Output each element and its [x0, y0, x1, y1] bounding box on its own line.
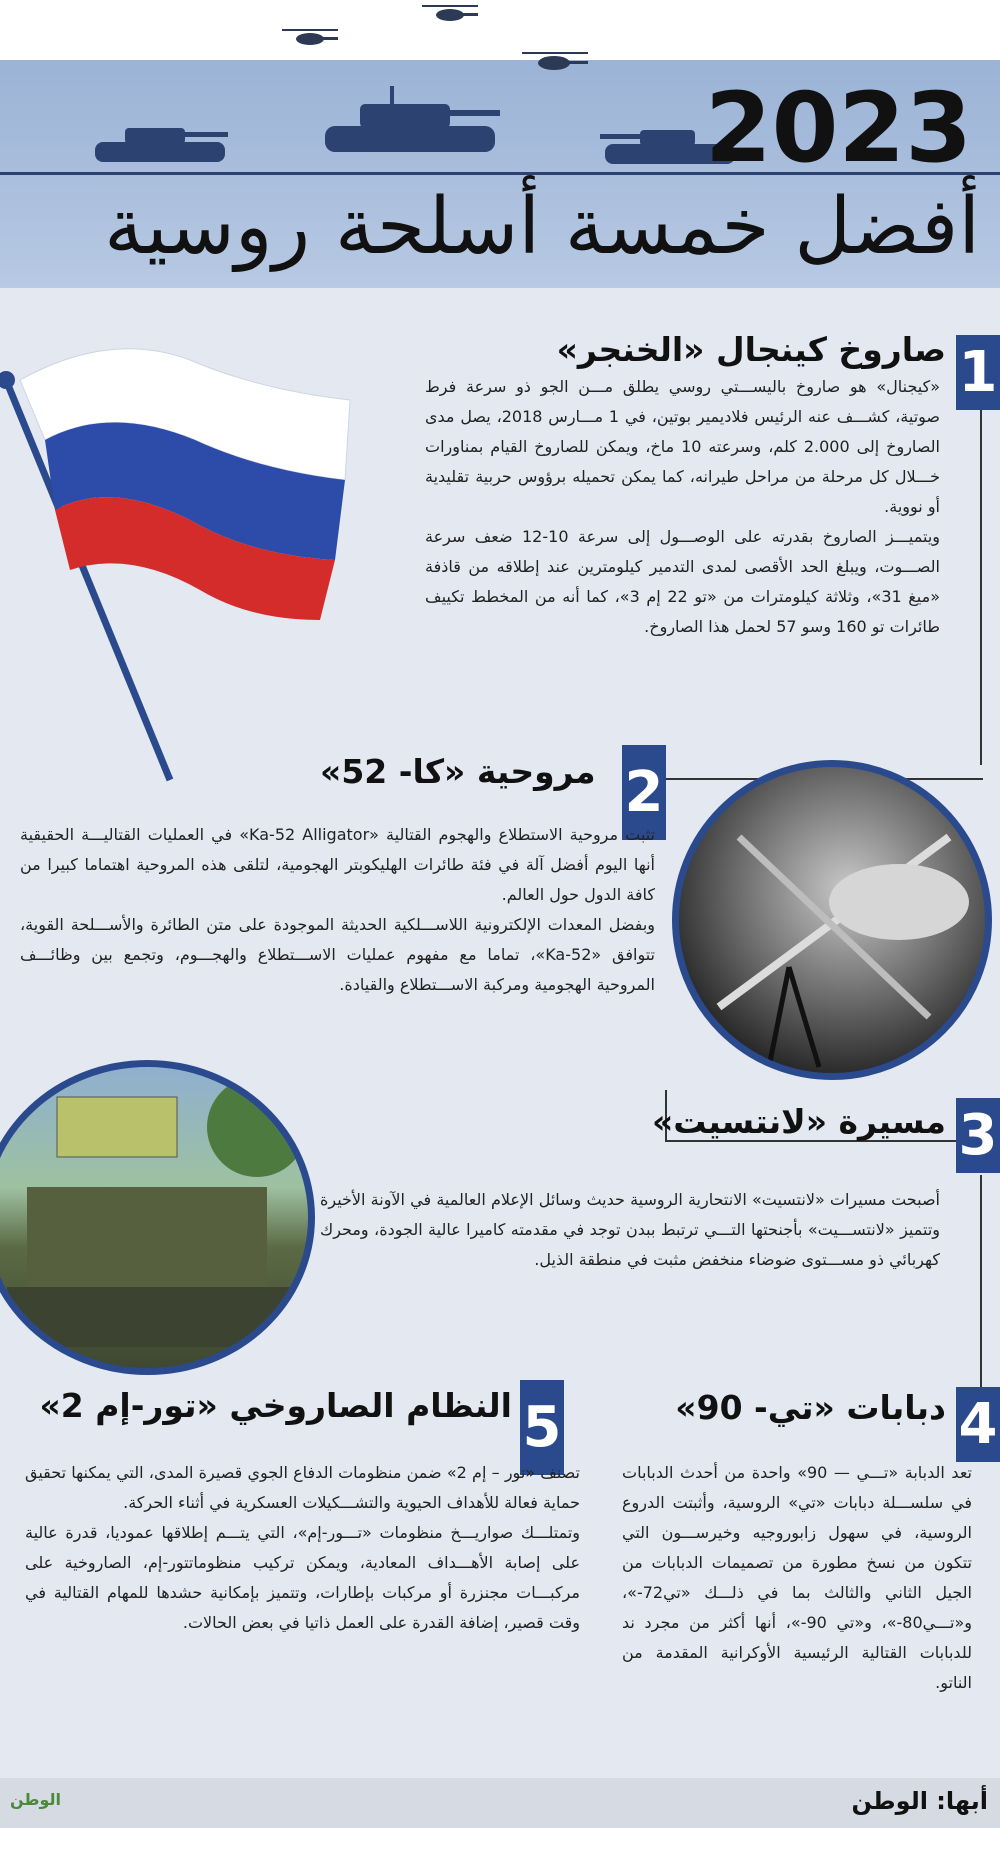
section-5-body	[25, 1458, 580, 1638]
section-5-paragraph: وتمتلـــك صواريـــخ منظومات «تـــور-إم»، التي يتـــم إطلاقها عموديا، قدرة عالية على إصابة الأهـــداف المعادية، ويمكن تركيب منظوماتتور-إم، الصاروخية على مركبـــات مجنزرة أو مركبات بإطارات، وتتميز بإمكانية حشدها للمهام القتالية في وقت قصير، إضافة القدرة على العمل ذاتيا في بعض الحالات.	[25, 1523, 580, 1632]
section-3-paragraph: أصبحت مسيرات «لانتسيت» الانتحارية الروسية حديث وسائل الإعلام العالمية في الآونة الأخيرة وتتميز «لانتســـيت» بأجنحتها التـــي ترتبط ببدن توجد في مقدمته كاميرا عالية الجودة، ومحرك كهربائي ذو مســـتوى ضوضاء منخفض مثبت في منطقة الذيل.	[320, 1190, 940, 1269]
footer-credit: أبها: الوطن	[851, 1787, 988, 1815]
section-1-body	[425, 372, 940, 642]
section-5-paragraph: تصنف «تور – إم 2» ضمن منظومات الدفاع الجوي قصيرة المدى، التي يمكنها تحقيق حماية فعالة للأهداف الحيوية والتشـــكيلات العسكرية في أثناء الحركة.	[25, 1463, 580, 1512]
section-2-paragraph: تثبت مروحية الاستطلاع والهجوم القتالية «Ka-52 Alligator» في العمليات القتاليـــة الحقيقية أنها اليوم أفضل آلة في فئة طائرات الهليكوبتر الهجومية، لتلقى هذه المروحية اهتماما كبيرا من كافة الدول حول العالم.	[20, 825, 655, 904]
footer-bar	[0, 1778, 1000, 1828]
section-5-number: 5	[520, 1380, 564, 1475]
helicopter-icon	[420, 2, 480, 24]
section-4-title: دبابات «تي- 90»	[675, 1388, 946, 1427]
header-year: 2023	[704, 72, 972, 184]
tank-icon	[320, 82, 500, 162]
connector-line	[980, 1175, 982, 1390]
section-1-paragraph: «كيجنال» هو صاروخ باليســـتي روسي يطلق مـــن الجو ذو سرعة فرط صوتية، كشـــف عنه الرئيس فلاديمير بوتين، في 1 مـــارس 2018، يصل مدى الصاروخ إلى 2.000 كلم، وسرعته 10 ماخ، ويمكن للصاروخ القيام بمناورات خـــلال كل مرحلة من مراحل طيرانه، كما يمكن تحميله برؤوس حربية تقليدية أو نووية.	[425, 377, 941, 516]
drone-photo	[672, 760, 992, 1080]
bottom-strip	[0, 1828, 1000, 1851]
section-2-number: 2	[622, 745, 666, 840]
section-2-title: مروحية «كا- 52»	[320, 752, 596, 791]
section-4-number: 4	[956, 1387, 1000, 1462]
section-4-paragraph: تعد الدبابة «تـــي — 90» واحدة من أحدث الدبابات في سلســـلة دبابات «تي» الروسية، وأثبتت الدروع الروسية، في سهول زابوروجيه وخيرســـون التي تتكون من نسخ مطورة من تصميمات الدبابات من الجيل الثاني والثالث بما في ذلـــك «تي72-»، و«تـــي80-»، و«تي 90-»، أنها أكثر من مجرد ند للدبابات القتالية الرئيسية الأوكرانية المقدمة من الناتو.	[622, 1463, 973, 1692]
section-5-title: النظام الصاروخي «تور-إم 2»	[39, 1386, 512, 1425]
air-defense-system-photo	[0, 1060, 315, 1375]
section-2-body	[20, 820, 655, 1000]
section-4-body	[622, 1458, 972, 1698]
top-strip	[0, 0, 1000, 60]
connector-line	[980, 410, 982, 765]
section-3-title: مسيرة «لانتسيت»	[651, 1102, 946, 1141]
newspaper-logo: الوطن	[10, 1790, 61, 1809]
section-1-paragraph: ويتميـــز الصاروخ بقدرته على الوصـــول إلى سرعة 10-12 ضعف سرعة الصـــوت، ويبلغ الحد الأقصى لمدى التدمير كيلومترين عند إطلاقه من قاذفة «ميغ 31»، وثلاثة كيلومترات من «تو 22 إم 3»، كما أنه من المخطط تكييف طائرات تو 160 وسو 57 لحمل هذا الصاروخ.	[425, 527, 941, 636]
section-3-number: 3	[956, 1098, 1000, 1173]
section-1-number: 1	[956, 335, 1000, 410]
section-1-title: صاروخ كينجال «الخنجر»	[556, 330, 946, 369]
helicopter-icon	[520, 48, 590, 74]
helicopter-icon	[280, 26, 340, 48]
page-title: أفضل خمسة أسلحة روسية	[104, 182, 980, 272]
section-2-paragraph: وبفضل المعدات الإلكترونية اللاســـلكية الحديثة الموجودة على متن الطائرة والأســـلحة القوية، تتوافق «Ka-52»، تماما مع مفهوم عمليات الاســـتطلاع والهجـــوم، وتجمع بين وظائـــف المروحية الهجومية ومركبة الاســـتطلاع والقيادة.	[20, 915, 656, 994]
tank-icon	[90, 110, 230, 170]
section-3-body	[320, 1185, 940, 1275]
russian-flag-illustration	[0, 320, 360, 790]
